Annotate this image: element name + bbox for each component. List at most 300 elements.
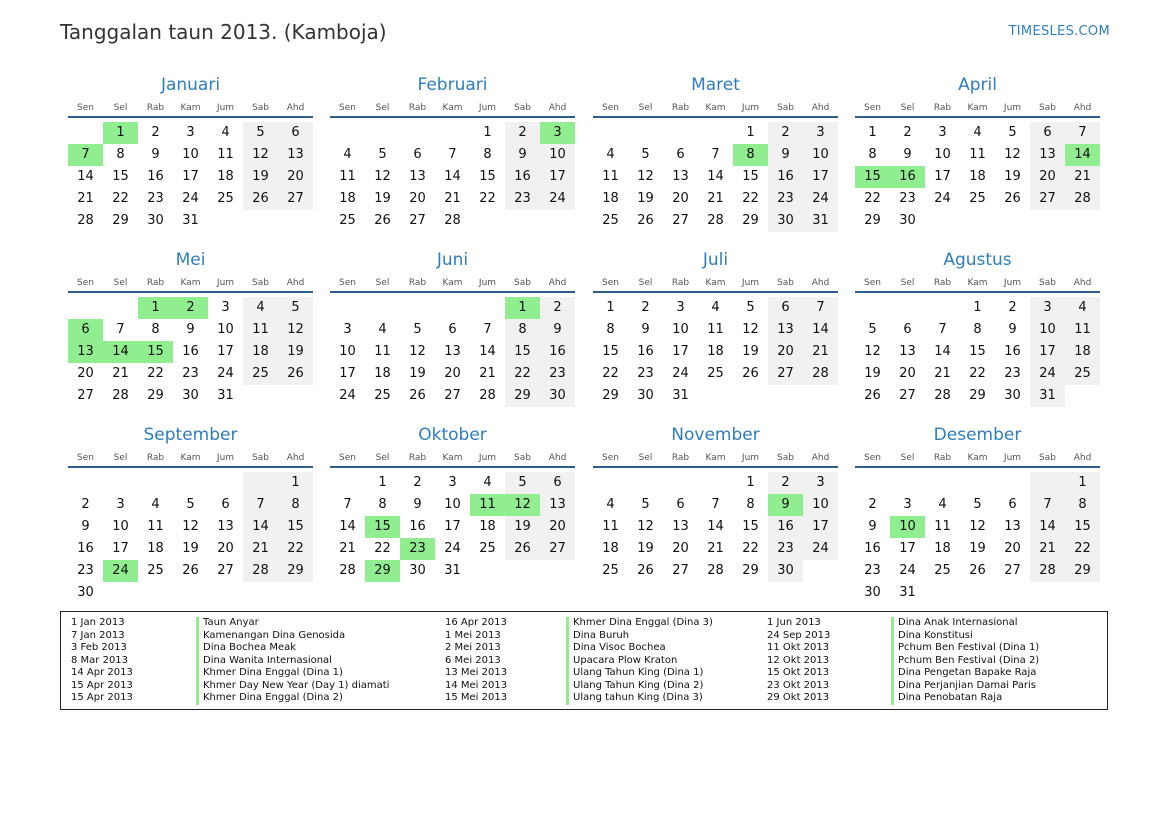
day-cell[interactable]: 24 <box>934 191 951 206</box>
day-cell[interactable]: 7 <box>1030 494 1065 516</box>
day-cell[interactable]: 18 <box>602 191 619 206</box>
day-cell[interactable]: 4 <box>1065 297 1100 319</box>
day-cell[interactable]: 2 <box>81 497 90 512</box>
day-cell[interactable]: 17 <box>182 169 199 184</box>
day-cell[interactable]: 1 <box>746 475 755 490</box>
day-cell[interactable]: 13 <box>540 494 575 516</box>
day-cell[interactable]: 17 <box>339 366 356 381</box>
day-cell[interactable]: 8 <box>868 147 877 162</box>
day-cell[interactable]: 5 <box>641 497 650 512</box>
day-cell[interactable]: 30 <box>864 585 881 600</box>
day-cell[interactable]: 9 <box>151 147 160 162</box>
day-cell[interactable]: 12 <box>742 322 759 337</box>
day-cell[interactable]: 22 <box>147 366 164 381</box>
day-cell[interactable]: 7 <box>1065 122 1100 144</box>
day-cell[interactable]: 8 <box>378 497 387 512</box>
day-cell[interactable]: 19 <box>278 341 313 363</box>
day-cell[interactable]: 3 <box>1030 297 1065 319</box>
day-cell[interactable]: 22 <box>505 363 540 385</box>
day-cell[interactable]: 19 <box>637 191 654 206</box>
day-cell[interactable]: 25 <box>602 563 619 578</box>
day-cell[interactable]: 28 <box>1030 560 1065 582</box>
day-cell[interactable]: 26 <box>637 563 654 578</box>
day-cell[interactable]: 30 <box>182 388 199 403</box>
day-cell[interactable]: 4 <box>711 300 720 315</box>
day-cell[interactable]: 26 <box>409 388 426 403</box>
day-cell[interactable]: 23 <box>864 563 881 578</box>
day-cell[interactable]: 5 <box>505 472 540 494</box>
day-cell[interactable]: 16 <box>505 166 540 188</box>
day-cell[interactable]: 19 <box>409 366 426 381</box>
day-cell[interactable]: 28 <box>77 213 94 228</box>
day-cell[interactable]: 11 <box>147 519 164 534</box>
day-cell[interactable]: 15 <box>1065 516 1100 538</box>
day-cell[interactable]: 15 <box>969 344 986 359</box>
day-cell[interactable]: 29 <box>742 563 759 578</box>
day-cell[interactable]: 11 <box>1065 319 1100 341</box>
day-cell[interactable]: 24 <box>339 388 356 403</box>
day-cell[interactable]: 18 <box>374 366 391 381</box>
day-cell[interactable]: 13 <box>278 144 313 166</box>
day-cell[interactable]: 9 <box>868 519 877 534</box>
day-cell[interactable]: 2 <box>505 122 540 144</box>
day-cell[interactable]: 3 <box>803 122 838 144</box>
day-cell[interactable]: 1 <box>1065 472 1100 494</box>
day-cell[interactable]: 29 <box>112 213 129 228</box>
day-cell[interactable]: 14 <box>479 344 496 359</box>
day-cell[interactable]: 27 <box>768 363 803 385</box>
day-cell[interactable]: 4 <box>378 322 387 337</box>
day-cell[interactable]: 15 <box>505 341 540 363</box>
day-cell[interactable]: 24 <box>672 366 689 381</box>
day-cell[interactable]: 10 <box>182 147 199 162</box>
day-cell[interactable]: 28 <box>479 388 496 403</box>
day-cell[interactable]: 30 <box>768 560 803 582</box>
day-cell[interactable]: 6 <box>221 497 230 512</box>
day-cell[interactable]: 3 <box>186 125 195 140</box>
day-cell[interactable]: 2 <box>903 125 912 140</box>
day-cell[interactable]: 1 <box>606 300 615 315</box>
holiday-day-cell[interactable]: 23 <box>400 538 435 560</box>
day-cell[interactable]: 18 <box>217 169 234 184</box>
day-cell[interactable]: 10 <box>339 344 356 359</box>
day-cell[interactable]: 3 <box>448 475 457 490</box>
day-cell[interactable]: 29 <box>602 388 619 403</box>
day-cell[interactable]: 21 <box>112 366 129 381</box>
day-cell[interactable]: 21 <box>479 366 496 381</box>
day-cell[interactable]: 7 <box>803 297 838 319</box>
day-cell[interactable]: 16 <box>1004 344 1021 359</box>
day-cell[interactable]: 13 <box>672 169 689 184</box>
day-cell[interactable]: 3 <box>343 322 352 337</box>
day-cell[interactable]: 16 <box>637 344 654 359</box>
holiday-day-cell[interactable]: 11 <box>470 494 505 516</box>
day-cell[interactable]: 31 <box>672 388 689 403</box>
day-cell[interactable]: 20 <box>672 541 689 556</box>
day-cell[interactable]: 11 <box>969 147 986 162</box>
day-cell[interactable]: 19 <box>864 366 881 381</box>
day-cell[interactable]: 6 <box>676 147 685 162</box>
day-cell[interactable]: 27 <box>1030 188 1065 210</box>
day-cell[interactable]: 2 <box>1008 300 1017 315</box>
day-cell[interactable]: 28 <box>339 563 356 578</box>
day-cell[interactable]: 29 <box>864 213 881 228</box>
day-cell[interactable]: 1 <box>868 125 877 140</box>
day-cell[interactable]: 2 <box>768 122 803 144</box>
holiday-day-cell[interactable]: 16 <box>890 166 925 188</box>
day-cell[interactable]: 9 <box>641 322 650 337</box>
day-cell[interactable]: 14 <box>243 516 278 538</box>
day-cell[interactable]: 27 <box>444 388 461 403</box>
day-cell[interactable]: 5 <box>378 147 387 162</box>
day-cell[interactable]: 31 <box>899 585 916 600</box>
day-cell[interactable]: 17 <box>1030 341 1065 363</box>
holiday-day-cell[interactable]: 3 <box>540 122 575 144</box>
day-cell[interactable]: 18 <box>1065 341 1100 363</box>
day-cell[interactable]: 30 <box>77 585 94 600</box>
day-cell[interactable]: 7 <box>116 322 125 337</box>
day-cell[interactable]: 20 <box>77 366 94 381</box>
day-cell[interactable]: 7 <box>448 147 457 162</box>
day-cell[interactable]: 24 <box>803 538 838 560</box>
day-cell[interactable]: 27 <box>217 563 234 578</box>
holiday-day-cell[interactable]: 1 <box>138 297 173 319</box>
holiday-day-cell[interactable]: 14 <box>1065 144 1100 166</box>
day-cell[interactable]: 25 <box>217 191 234 206</box>
day-cell[interactable]: 14 <box>1030 516 1065 538</box>
day-cell[interactable]: 13 <box>1030 144 1065 166</box>
day-cell[interactable]: 12 <box>374 169 391 184</box>
day-cell[interactable]: 25 <box>339 213 356 228</box>
day-cell[interactable]: 8 <box>483 147 492 162</box>
day-cell[interactable]: 15 <box>479 169 496 184</box>
day-cell[interactable]: 31 <box>1030 385 1065 407</box>
day-cell[interactable]: 4 <box>243 297 278 319</box>
day-cell[interactable]: 20 <box>217 541 234 556</box>
day-cell[interactable]: 8 <box>973 322 982 337</box>
day-cell[interactable]: 15 <box>602 344 619 359</box>
day-cell[interactable]: 8 <box>505 319 540 341</box>
day-cell[interactable]: 10 <box>217 322 234 337</box>
day-cell[interactable]: 5 <box>278 297 313 319</box>
day-cell[interactable]: 12 <box>637 169 654 184</box>
day-cell[interactable]: 18 <box>602 541 619 556</box>
holiday-day-cell[interactable]: 7 <box>68 144 103 166</box>
day-cell[interactable]: 4 <box>606 497 615 512</box>
day-cell[interactable]: 16 <box>540 341 575 363</box>
day-cell[interactable]: 5 <box>243 122 278 144</box>
day-cell[interactable]: 30 <box>409 563 426 578</box>
holiday-day-cell[interactable]: 12 <box>505 494 540 516</box>
day-cell[interactable]: 6 <box>448 322 457 337</box>
day-cell[interactable]: 18 <box>969 169 986 184</box>
day-cell[interactable]: 10 <box>672 322 689 337</box>
day-cell[interactable]: 16 <box>409 519 426 534</box>
day-cell[interactable]: 4 <box>221 125 230 140</box>
holiday-day-cell[interactable]: 8 <box>733 144 768 166</box>
day-cell[interactable]: 15 <box>742 169 759 184</box>
day-cell[interactable]: 22 <box>969 366 986 381</box>
day-cell[interactable]: 27 <box>409 213 426 228</box>
day-cell[interactable]: 8 <box>116 147 125 162</box>
day-cell[interactable]: 17 <box>672 344 689 359</box>
day-cell[interactable]: 4 <box>343 147 352 162</box>
day-cell[interactable]: 5 <box>641 147 650 162</box>
day-cell[interactable]: 22 <box>1065 538 1100 560</box>
day-cell[interactable]: 22 <box>742 191 759 206</box>
day-cell[interactable]: 25 <box>969 191 986 206</box>
day-cell[interactable]: 6 <box>676 497 685 512</box>
day-cell[interactable]: 5 <box>746 300 755 315</box>
day-cell[interactable]: 17 <box>803 166 838 188</box>
day-cell[interactable]: 18 <box>934 541 951 556</box>
day-cell[interactable]: 25 <box>934 563 951 578</box>
day-cell[interactable]: 17 <box>540 166 575 188</box>
day-cell[interactable]: 23 <box>768 188 803 210</box>
holiday-day-cell[interactable]: 6 <box>68 319 103 341</box>
day-cell[interactable]: 6 <box>1030 122 1065 144</box>
day-cell[interactable]: 1 <box>973 300 982 315</box>
holiday-day-cell[interactable]: 9 <box>768 494 803 516</box>
day-cell[interactable]: 16 <box>864 541 881 556</box>
day-cell[interactable]: 12 <box>182 519 199 534</box>
day-cell[interactable]: 21 <box>707 541 724 556</box>
day-cell[interactable]: 14 <box>339 519 356 534</box>
day-cell[interactable]: 13 <box>672 519 689 534</box>
day-cell[interactable]: 22 <box>374 541 391 556</box>
day-cell[interactable]: 3 <box>676 300 685 315</box>
day-cell[interactable]: 21 <box>444 191 461 206</box>
holiday-day-cell[interactable]: 15 <box>365 516 400 538</box>
day-cell[interactable]: 31 <box>182 213 199 228</box>
day-cell[interactable]: 6 <box>903 322 912 337</box>
day-cell[interactable]: 9 <box>186 322 195 337</box>
day-cell[interactable]: 8 <box>746 497 755 512</box>
day-cell[interactable]: 19 <box>1004 169 1021 184</box>
day-cell[interactable]: 31 <box>217 388 234 403</box>
day-cell[interactable]: 8 <box>1065 494 1100 516</box>
day-cell[interactable]: 5 <box>973 497 982 512</box>
day-cell[interactable]: 11 <box>243 319 278 341</box>
day-cell[interactable]: 11 <box>602 519 619 534</box>
day-cell[interactable]: 4 <box>973 125 982 140</box>
day-cell[interactable]: 14 <box>444 169 461 184</box>
day-cell[interactable]: 9 <box>413 497 422 512</box>
day-cell[interactable]: 9 <box>81 519 90 534</box>
day-cell[interactable]: 24 <box>1030 363 1065 385</box>
day-cell[interactable]: 6 <box>413 147 422 162</box>
day-cell[interactable]: 26 <box>864 388 881 403</box>
day-cell[interactable]: 26 <box>505 538 540 560</box>
holiday-day-cell[interactable]: 29 <box>365 560 400 582</box>
day-cell[interactable]: 23 <box>147 191 164 206</box>
day-cell[interactable]: 23 <box>637 366 654 381</box>
day-cell[interactable]: 23 <box>899 191 916 206</box>
day-cell[interactable]: 5 <box>868 322 877 337</box>
day-cell[interactable]: 21 <box>339 541 356 556</box>
day-cell[interactable]: 11 <box>934 519 951 534</box>
day-cell[interactable]: 10 <box>444 497 461 512</box>
day-cell[interactable]: 27 <box>278 188 313 210</box>
brand-link[interactable]: TIMESLES.COM <box>1008 24 1110 39</box>
day-cell[interactable]: 21 <box>803 341 838 363</box>
day-cell[interactable]: 27 <box>672 213 689 228</box>
day-cell[interactable]: 26 <box>969 563 986 578</box>
day-cell[interactable]: 27 <box>77 388 94 403</box>
day-cell[interactable]: 19 <box>243 166 278 188</box>
day-cell[interactable]: 26 <box>1004 191 1021 206</box>
day-cell[interactable]: 19 <box>505 516 540 538</box>
day-cell[interactable]: 18 <box>147 541 164 556</box>
day-cell[interactable]: 17 <box>217 344 234 359</box>
day-cell[interactable]: 20 <box>278 166 313 188</box>
day-cell[interactable]: 2 <box>768 472 803 494</box>
day-cell[interactable]: 14 <box>707 169 724 184</box>
day-cell[interactable]: 26 <box>637 213 654 228</box>
holiday-day-cell[interactable]: 1 <box>505 297 540 319</box>
day-cell[interactable]: 26 <box>243 188 278 210</box>
day-cell[interactable]: 15 <box>278 516 313 538</box>
day-cell[interactable]: 20 <box>899 366 916 381</box>
day-cell[interactable]: 25 <box>1065 363 1100 385</box>
day-cell[interactable]: 1 <box>278 472 313 494</box>
day-cell[interactable]: 30 <box>540 385 575 407</box>
day-cell[interactable]: 10 <box>803 494 838 516</box>
day-cell[interactable]: 13 <box>444 344 461 359</box>
day-cell[interactable]: 12 <box>243 144 278 166</box>
day-cell[interactable]: 19 <box>374 191 391 206</box>
day-cell[interactable]: 27 <box>540 538 575 560</box>
day-cell[interactable]: 1 <box>746 125 755 140</box>
day-cell[interactable]: 21 <box>243 538 278 560</box>
day-cell[interactable]: 22 <box>864 191 881 206</box>
day-cell[interactable]: 3 <box>938 125 947 140</box>
day-cell[interactable]: 21 <box>1030 538 1065 560</box>
day-cell[interactable]: 16 <box>768 166 803 188</box>
day-cell[interactable]: 3 <box>803 472 838 494</box>
day-cell[interactable]: 25 <box>374 388 391 403</box>
day-cell[interactable]: 4 <box>606 147 615 162</box>
holiday-day-cell[interactable]: 1 <box>103 122 138 144</box>
day-cell[interactable]: 10 <box>934 147 951 162</box>
day-cell[interactable]: 9 <box>505 144 540 166</box>
day-cell[interactable]: 23 <box>768 538 803 560</box>
day-cell[interactable]: 28 <box>707 563 724 578</box>
day-cell[interactable]: 5 <box>186 497 195 512</box>
day-cell[interactable]: 24 <box>540 188 575 210</box>
day-cell[interactable]: 20 <box>409 191 426 206</box>
day-cell[interactable]: 22 <box>278 538 313 560</box>
day-cell[interactable]: 28 <box>1065 188 1100 210</box>
day-cell[interactable]: 30 <box>1004 388 1021 403</box>
day-cell[interactable]: 12 <box>969 519 986 534</box>
day-cell[interactable]: 12 <box>864 344 881 359</box>
day-cell[interactable]: 29 <box>505 385 540 407</box>
day-cell[interactable]: 22 <box>602 366 619 381</box>
day-cell[interactable]: 28 <box>243 560 278 582</box>
day-cell[interactable]: 17 <box>803 516 838 538</box>
day-cell[interactable]: 22 <box>479 191 496 206</box>
day-cell[interactable]: 26 <box>742 366 759 381</box>
day-cell[interactable]: 27 <box>672 563 689 578</box>
day-cell[interactable]: 18 <box>339 191 356 206</box>
day-cell[interactable]: 19 <box>969 541 986 556</box>
day-cell[interactable]: 22 <box>112 191 129 206</box>
day-cell[interactable]: 28 <box>444 213 461 228</box>
day-cell[interactable]: 7 <box>483 322 492 337</box>
day-cell[interactable]: 2 <box>413 475 422 490</box>
day-cell[interactable]: 11 <box>217 147 234 162</box>
day-cell[interactable]: 26 <box>374 213 391 228</box>
day-cell[interactable]: 11 <box>602 169 619 184</box>
day-cell[interactable]: 16 <box>768 516 803 538</box>
day-cell[interactable]: 20 <box>444 366 461 381</box>
day-cell[interactable]: 27 <box>899 388 916 403</box>
day-cell[interactable]: 13 <box>899 344 916 359</box>
day-cell[interactable]: 17 <box>899 541 916 556</box>
day-cell[interactable]: 11 <box>339 169 356 184</box>
day-cell[interactable]: 28 <box>112 388 129 403</box>
day-cell[interactable]: 20 <box>540 516 575 538</box>
day-cell[interactable]: 30 <box>637 388 654 403</box>
day-cell[interactable]: 28 <box>707 213 724 228</box>
day-cell[interactable]: 21 <box>1065 166 1100 188</box>
day-cell[interactable]: 28 <box>803 363 838 385</box>
day-cell[interactable]: 6 <box>278 122 313 144</box>
day-cell[interactable]: 20 <box>672 191 689 206</box>
day-cell[interactable]: 8 <box>151 322 160 337</box>
day-cell[interactable]: 9 <box>1008 322 1017 337</box>
day-cell[interactable]: 14 <box>934 344 951 359</box>
day-cell[interactable]: 14 <box>803 319 838 341</box>
day-cell[interactable]: 20 <box>1030 166 1065 188</box>
day-cell[interactable]: 17 <box>444 519 461 534</box>
day-cell[interactable]: 23 <box>77 563 94 578</box>
day-cell[interactable]: 14 <box>77 169 94 184</box>
day-cell[interactable]: 3 <box>116 497 125 512</box>
day-cell[interactable]: 24 <box>444 541 461 556</box>
day-cell[interactable]: 2 <box>540 297 575 319</box>
day-cell[interactable]: 11 <box>707 322 724 337</box>
day-cell[interactable]: 24 <box>803 188 838 210</box>
day-cell[interactable]: 8 <box>278 494 313 516</box>
day-cell[interactable]: 26 <box>278 363 313 385</box>
holiday-day-cell[interactable]: 24 <box>103 560 138 582</box>
day-cell[interactable]: 23 <box>540 363 575 385</box>
day-cell[interactable]: 31 <box>803 210 838 232</box>
day-cell[interactable]: 14 <box>707 519 724 534</box>
day-cell[interactable]: 13 <box>409 169 426 184</box>
day-cell[interactable]: 27 <box>1004 563 1021 578</box>
day-cell[interactable]: 30 <box>768 210 803 232</box>
day-cell[interactable]: 7 <box>711 147 720 162</box>
day-cell[interactable]: 19 <box>182 541 199 556</box>
day-cell[interactable]: 20 <box>768 341 803 363</box>
day-cell[interactable]: 9 <box>903 147 912 162</box>
day-cell[interactable]: 9 <box>540 319 575 341</box>
day-cell[interactable]: 13 <box>217 519 234 534</box>
day-cell[interactable]: 7 <box>711 497 720 512</box>
day-cell[interactable]: 6 <box>540 472 575 494</box>
day-cell[interactable]: 26 <box>182 563 199 578</box>
day-cell[interactable]: 24 <box>899 563 916 578</box>
day-cell[interactable]: 4 <box>483 475 492 490</box>
day-cell[interactable]: 5 <box>413 322 422 337</box>
day-cell[interactable]: 10 <box>1030 319 1065 341</box>
day-cell[interactable]: 11 <box>374 344 391 359</box>
day-cell[interactable]: 15 <box>742 519 759 534</box>
day-cell[interactable]: 24 <box>182 191 199 206</box>
